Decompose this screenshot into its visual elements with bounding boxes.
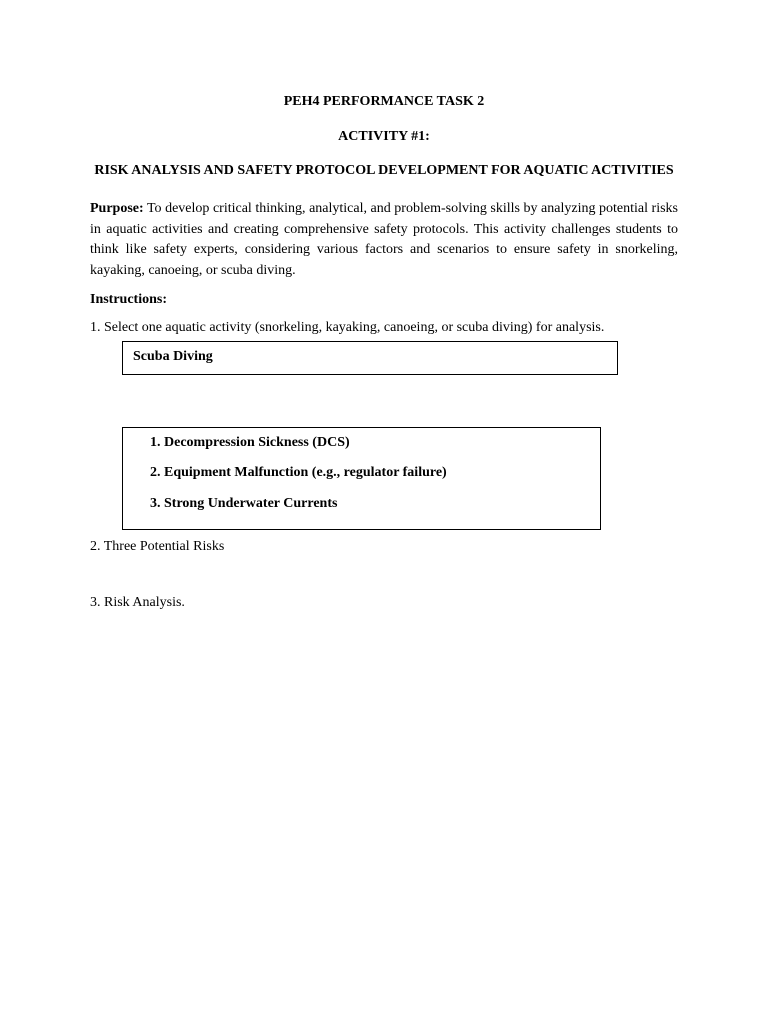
document-subtitle: RISK ANALYSIS AND SAFETY PROTOCOL DEVELOPMENT FOR AQUATIC ACTIVITIES: [94, 163, 674, 178]
purpose-label: Purpose:: [90, 201, 144, 216]
instruction-step-2: 2. Three Potential Risks: [90, 539, 225, 554]
document-title: PEH4 PERFORMANCE TASK 2: [283, 94, 485, 109]
instruction-step-3: 3. Risk Analysis.: [90, 595, 185, 610]
instruction-step-1: 1. Select one aquatic activity (snorkeling, kayaking, canoeing, or scuba diving) for analysis.: [90, 320, 605, 335]
activity-heading: ACTIVITY #1:: [338, 129, 430, 144]
purpose-text: To develop critical thinking, analytical, and problem-solving skills by analyzing potential risks in aquatic activities and creating comprehensive safety protocols. This activity challenges students to think like safety experts, considering various factors and scenarios to ensure safety in snorkeling, kayaking, canoeing, or scuba diving.: [90, 201, 678, 278]
risks-box: [122, 427, 601, 530]
risk-item: 3. Strong Underwater Currents: [150, 496, 338, 511]
purpose-paragraph: [90, 199, 678, 281]
selected-activity-text: Scuba Diving: [133, 349, 213, 364]
risk-item: 1. Decompression Sickness (DCS): [150, 435, 350, 450]
selected-activity-box: [122, 341, 618, 375]
risk-item: 2. Equipment Malfunction (e.g., regulator failure): [150, 465, 447, 480]
instructions-heading: Instructions:: [90, 292, 168, 307]
